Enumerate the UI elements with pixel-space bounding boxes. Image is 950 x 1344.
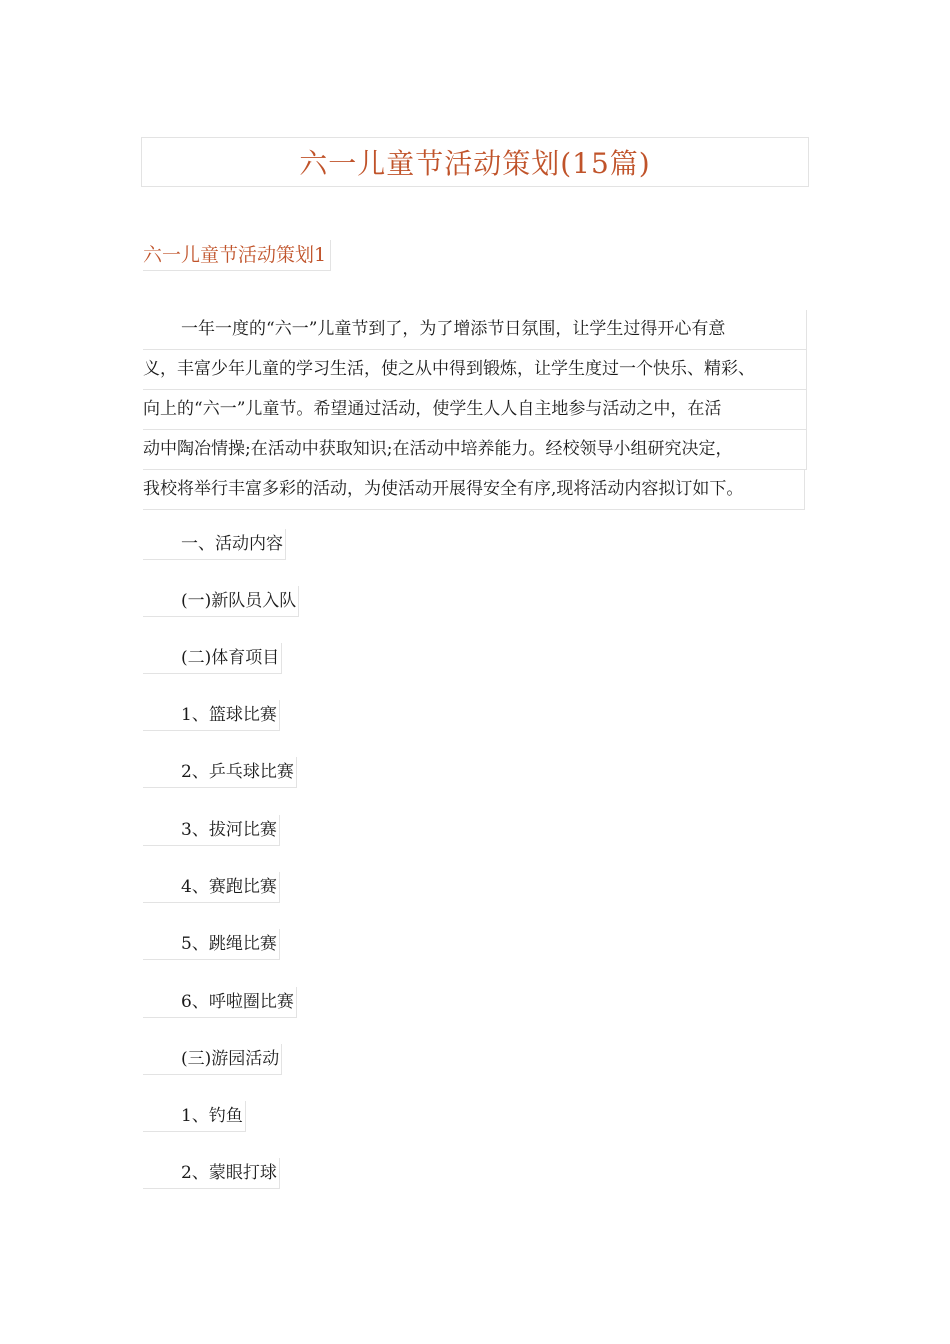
paragraph-line: 向上的“六一”儿童节。希望通过活动，使学生人人自主地参与活动之中，在活 — [143, 390, 807, 430]
paragraph-line: 我校将举行丰富多彩的活动，为使活动开展得安全有序,现将活动内容拟订如下。 — [143, 470, 805, 510]
list-item: (三)游园活动 — [143, 1044, 282, 1075]
list-item: 4、赛跑比赛 — [143, 872, 280, 903]
list-item: 3、拔河比赛 — [143, 815, 280, 846]
document-title: 六一儿童节活动策划(15篇) — [299, 147, 651, 180]
section-heading: 六一儿童节活动策划1 — [143, 240, 331, 271]
paragraph-line: 一年一度的“六一”儿童节到了，为了增添节日氛围，让学生过得开心有意 — [143, 310, 807, 350]
list-item: (一)新队员入队 — [143, 586, 299, 617]
list-item: 1、篮球比赛 — [143, 700, 280, 731]
list-item: 1、钓鱼 — [143, 1101, 246, 1132]
title-box — [141, 137, 809, 187]
list-item: 2、蒙眼打球 — [143, 1158, 280, 1189]
list-item: 5、跳绳比赛 — [143, 929, 280, 960]
paragraph-line: 义，丰富少年儿童的学习生活，使之从中得到锻炼，让学生度过一个快乐、精彩、 — [143, 350, 807, 390]
list-item: 6、呼啦圈比赛 — [143, 987, 297, 1018]
intro-paragraph — [143, 310, 807, 510]
list-item: (二)体育项目 — [143, 643, 282, 674]
list-item: 2、乒乓球比赛 — [143, 757, 297, 788]
paragraph-line: 动中陶冶情操;在活动中获取知识;在活动中培养能力。经校领导小组研究决定， — [143, 430, 807, 470]
list-item: 一、活动内容 — [143, 529, 286, 560]
